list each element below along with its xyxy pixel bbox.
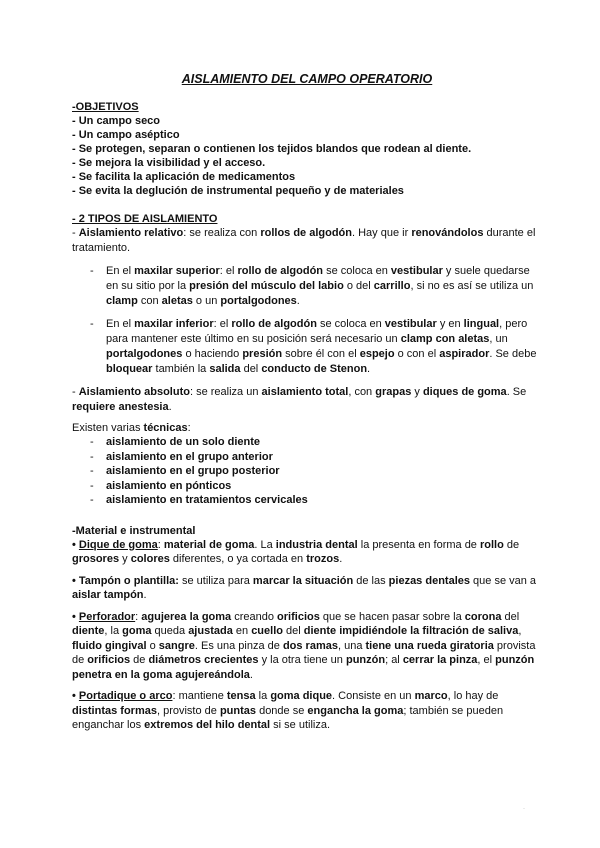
tipos-section [72, 212, 542, 508]
dique-paragraph: • Dique de goma: material de goma. La industria dental la presenta en forma de rollo de grosores y colores diferentes, o ya cortada en trozos. [72, 538, 520, 565]
tecnica-item: - aislamiento en el grupo posterior [90, 465, 280, 477]
tampon-paragraph: • Tampón o plantilla: se utiliza para marcar la situación de las piezas dentales que se van a aislar tampón. [72, 574, 537, 601]
document-title: AISLAMIENTO DEL CAMPO OPERATORIO [181, 72, 433, 86]
aislamiento-relativo-paragraph: - Aislamiento relativo: se realiza con rollos de algodón. Hay que ir renovándolos durante el tratamiento. [72, 227, 536, 254]
tecnica-item: - aislamiento en tratamientos cervicales [90, 494, 308, 506]
tecnicas-intro: Existen varias técnicas: [72, 422, 191, 434]
page-corner-dot: · [523, 806, 525, 812]
objetivos-section [72, 100, 542, 198]
portadique-paragraph: • Portadique o arco: mantiene tensa la goma dique. Consiste en un marco, lo hay de distintas formas, provisto de puntas donde se engancha la goma; también se pueden enganchar los extremos del hilo dental si se utiliza. [72, 690, 504, 731]
maxilar-superior-item: - En el maxilar superior: el rollo de algodón se coloca en vestibular y suele quedarse en su sitio por la presión del músculo del labio o del carrillo, si no es así se utiliza un clamp con aletas o un portalgodones. [90, 265, 534, 307]
objetivo-item: - Se mejora la visibilidad y el acceso. [72, 157, 266, 169]
material-heading: -Material e instrumental [72, 524, 196, 537]
objetivos-heading: -OBJETIVOS [72, 101, 139, 113]
objetivo-item: - Se protegen, separan o contienen los tejidos blandos que rodean al diente. [72, 143, 472, 155]
objetivo-item: - Se facilita la aplicación de medicamentos [72, 171, 296, 183]
tecnica-item: - aislamiento en el grupo anterior [90, 450, 273, 463]
objetivo-item: - Un campo aséptico [72, 129, 180, 141]
perforador-paragraph: • Perforador: agujerea la goma creando orificios que se hacen pasar sobre la corona del diente, la goma queda ajustada en cuello del diente impidiéndole la filtración de saliva, fluido gingival o sangre. Es una pinza de dos ramas, una tiene una rueda giratoria provista de orificios de diámetros crecientes y la otra tiene un punzón; al cerrar la pinza, el punzón penetra en la goma agujereándola. [72, 610, 536, 681]
maxilar-inferior-item: - En el maxilar inferior: el rollo de algodón se coloca en vestibular y en lingual, pero para mantener este último en su posición será necesario un clamp con aletas, un portalgodones o haciendo presión sobre él con el espejo o con el aspirador. Se debe bloquear también la salida del conducto de Stenon. [90, 318, 537, 375]
tecnica-item: - aislamiento en pónticos [90, 479, 232, 492]
tecnica-item: - aislamiento de un solo diente [90, 436, 261, 448]
tipos-heading: - 2 TIPOS DE AISLAMIENTO [72, 213, 218, 225]
objetivo-item: - Un campo seco [72, 115, 161, 127]
material-section [72, 524, 542, 733]
document-page [72, 72, 542, 733]
aislamiento-absoluto-paragraph: - Aislamiento absoluto: se realiza un aislamiento total, con grapas y diques de goma. Se requiere anestesia. [72, 386, 527, 413]
objetivo-item: - Se evita la deglución de instrumental pequeño y de materiales [72, 185, 404, 197]
